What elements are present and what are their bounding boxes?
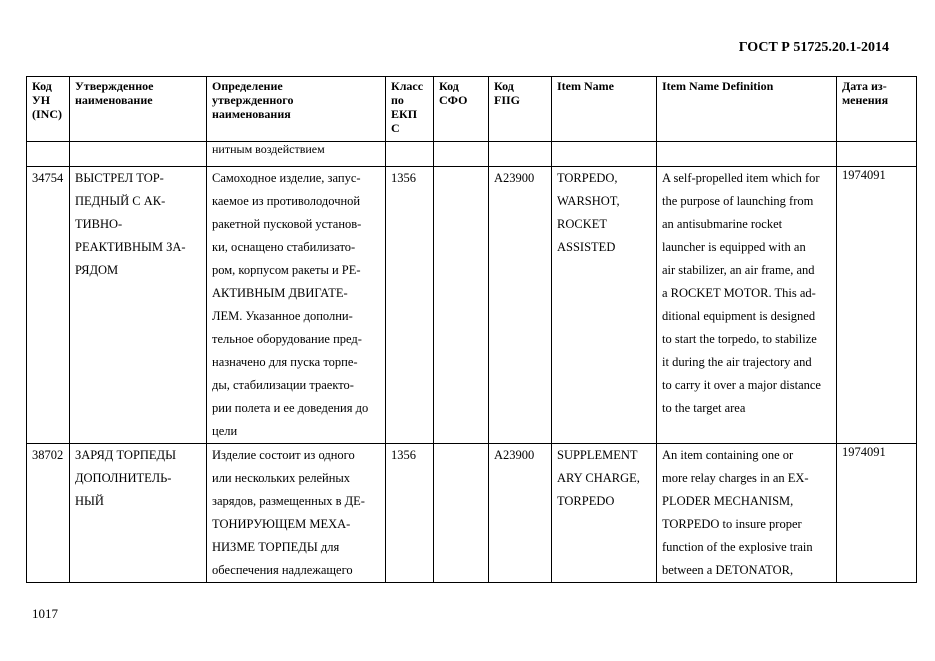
text-line: WARSHOT, (557, 194, 620, 208)
sfo-code (434, 444, 489, 583)
item-name-definition (657, 444, 837, 583)
text-line: ТИВНО- (75, 217, 123, 231)
text-line: ракетной пусковой установ- (212, 217, 362, 231)
header-line: утвержденного (212, 93, 294, 107)
text-line: the purpose of launching from (662, 194, 814, 208)
text-line: ром, корпусом ракеты и РЕ- (212, 263, 361, 277)
text-line: an antisubmarine rocket (662, 217, 783, 231)
text-line: function of the explosive train (662, 540, 813, 554)
text-line: A self-propelled item which for (662, 171, 820, 185)
text-line: или нескольких релейных (212, 471, 351, 485)
text-line: TORPEDO, (557, 171, 618, 185)
approved-name (70, 444, 207, 583)
text-line: назначено для пуска торпе- (212, 355, 358, 369)
header-line: УН (32, 93, 51, 107)
text-line: ARY CHARGE, (557, 471, 640, 485)
text-line: НЫЙ (75, 494, 104, 508)
class-code: 1356 (386, 444, 434, 583)
text-line: a ROCKET MOTOR. This ad- (662, 286, 816, 300)
page-number: 1017 (32, 606, 58, 621)
text-line: between a DETONATOR, (662, 563, 794, 577)
text-line: ПЕДНЫЙ С АК- (75, 194, 166, 208)
text-line: TORPEDO (557, 494, 615, 508)
header-line: FIIG (494, 93, 521, 107)
table-row (27, 167, 917, 444)
header-line: Дата из- (842, 79, 887, 93)
definition (207, 444, 386, 583)
inc-code: 38702 (27, 444, 70, 583)
text-line: ки, оснащено стабилизато- (212, 240, 356, 254)
definition (207, 167, 386, 444)
header-line: наименование (75, 93, 153, 107)
col-class (386, 77, 434, 142)
text-line: An item containing one or (662, 448, 794, 462)
header-line: ЕКП (391, 107, 418, 121)
text-line: ды, стабилизации траекто- (212, 378, 354, 392)
header-line: Код (32, 79, 52, 93)
fiig-code: A23900 (489, 167, 552, 444)
text-line: РЯДОМ (75, 263, 119, 277)
continued-definition: нитным воздействием (207, 142, 386, 167)
text-line: тельное оборудование пред- (212, 332, 362, 346)
text-line: ditional equipment is designed (662, 309, 816, 323)
header-row (27, 77, 917, 142)
header-line: Item Name Definition (662, 79, 774, 93)
header-line: Утвержденное (75, 79, 154, 93)
text-line: обеспечения надлежащего (212, 563, 353, 577)
text-line: АКТИВНЫМ ДВИГАТЕ- (212, 286, 348, 300)
text-line: ASSISTED (557, 240, 616, 254)
col-definition (207, 77, 386, 142)
fiig-code: A23900 (489, 444, 552, 583)
col-approved-name (70, 77, 207, 142)
col-change-date (837, 77, 917, 142)
change-date: 1974091 (837, 444, 917, 583)
text-line: air stabilizer, an air frame, and (662, 263, 815, 277)
sfo-code (434, 167, 489, 444)
text-line: PLODER MECHANISM, (662, 494, 794, 508)
text-line: ВЫСТРЕЛ ТОР- (75, 171, 164, 185)
text-line: РЕАКТИВНЫМ ЗА- (75, 240, 186, 254)
header-line: Item Name (557, 79, 614, 93)
header-line: менения (842, 93, 889, 107)
text-line: ЛЕМ. Указанное дополни- (212, 309, 353, 323)
header-line: (INC) (32, 107, 62, 121)
text-line: каемое из противолодочной (212, 194, 361, 208)
text-line: цели (212, 424, 238, 438)
standard-number: ГОСТ Р 51725.20.1-2014 (738, 40, 889, 55)
text-line: Изделие состоит из одного (212, 448, 355, 462)
header-line: СФО (439, 93, 468, 107)
text-line: SUPPLEMENT (557, 448, 638, 462)
continuation-row (27, 142, 917, 167)
text-line: ДОПОЛНИТЕЛЬ- (75, 471, 172, 485)
col-sfo (434, 77, 489, 142)
text-line: to carry it over a major distance (662, 378, 821, 392)
col-item-definition (657, 77, 837, 142)
text-line: to the target area (662, 401, 746, 415)
header-line: С (391, 121, 400, 135)
nomenclature-table (26, 76, 917, 583)
table-row (27, 444, 917, 583)
text-line: more relay charges in an EX- (662, 471, 809, 485)
item-name-definition (657, 167, 837, 444)
text-line: launcher is equipped with an (662, 240, 806, 254)
text-line: TORPEDO to insure proper (662, 517, 802, 531)
header-line: Код (494, 79, 514, 93)
header-line: по (391, 93, 404, 107)
header-line: Определение (212, 79, 283, 93)
text-line: ЗАРЯД ТОРПЕДЫ (75, 448, 176, 462)
text-line: Самоходное изделие, запус- (212, 171, 361, 185)
item-name (552, 167, 657, 444)
text-line: зарядов, размещенных в ДЕ- (212, 494, 365, 508)
col-inc (27, 77, 70, 142)
inc-code: 34754 (27, 167, 70, 444)
header-line: Код (439, 79, 459, 93)
item-name (552, 444, 657, 583)
text-line: it during the air trajectory and (662, 355, 812, 369)
text-line: ТОНИРУЮЩЕМ МЕХА- (212, 517, 351, 531)
header-line: наименования (212, 107, 291, 121)
class-code: 1356 (386, 167, 434, 444)
col-fiig (489, 77, 552, 142)
header-line: Класс (391, 79, 424, 93)
change-date: 1974091 (837, 167, 917, 444)
text-line: рии полета и ее доведения до (212, 401, 369, 415)
approved-name (70, 167, 207, 444)
text-line: to start the torpedo, to stabilize (662, 332, 817, 346)
text-line: ROCKET (557, 217, 607, 231)
text-line: НИЗМЕ ТОРПЕДЫ для (212, 540, 340, 554)
col-item-name (552, 77, 657, 142)
